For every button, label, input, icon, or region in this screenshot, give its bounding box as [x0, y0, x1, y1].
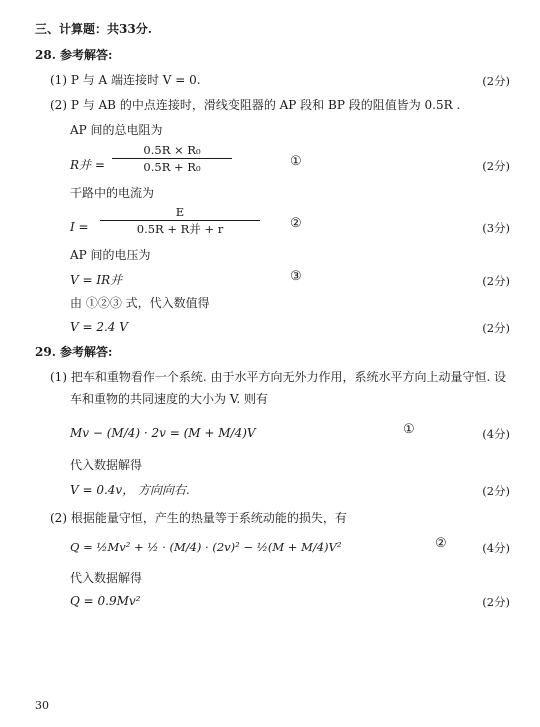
q28-eq3-mark: ③: [290, 269, 302, 284]
q28-current-label: 干路中的电流为: [70, 186, 155, 200]
q28-eq1-mark: ①: [290, 154, 302, 169]
q28-eq1-numerator: 0.5R × R₀: [143, 143, 201, 157]
q28-eq2-points: (3分): [482, 221, 510, 235]
q28-eq2-mark: ②: [290, 216, 302, 231]
page-number: 30: [35, 699, 49, 712]
q28-eq1-fraction: [112, 143, 232, 174]
q29-part1-line1: (1) 把车和重物看作一个系统. 由于水平方向无外力作用，系统水平方向上动量守恒. 设: [50, 370, 507, 384]
q29-eq3-mark: ②: [435, 536, 447, 551]
q28-eq2-denominator: 0.5R + R并 + r: [136, 222, 224, 236]
q28-voltage-label: AP 间的电压为: [70, 248, 151, 262]
q28-eq3-points: (2分): [482, 274, 510, 288]
fraction-bar: [100, 220, 260, 221]
q29-eq4: Q = 0.9Mv²: [70, 594, 141, 608]
q29-part1-line2: 车和重物的共同速度的大小为 V. 则有: [70, 392, 269, 406]
q29-eq3: Q = ½Mv² + ½ · (M/4) · (2v)² − ½(M + M/4)V²: [70, 540, 342, 554]
q28-eq1-points: (2分): [482, 159, 510, 173]
q28-eq1-lhs: R并 =: [70, 158, 105, 172]
q28-header: 28. 参考解答:: [35, 48, 113, 62]
q28-eq2-lhs: I =: [70, 220, 89, 234]
q28-part2: (2) P 与 AB 的中点连接时，滑线变阻器的 AP 段和 BP 段的阻值皆为 0.5R .: [50, 98, 461, 112]
q28-eq3: V = IR并: [70, 273, 123, 287]
q29-eq4-points: (2分): [482, 595, 510, 609]
q28-eq4-points: (2分): [482, 321, 510, 335]
q29-eq1: Mv − (M/4) · 2v = (M + M/4)V: [70, 426, 256, 440]
q28-substitution-label: 由 ①②③ 式，代入数值得: [70, 296, 210, 310]
q29-eq1-mark: ①: [403, 422, 415, 437]
q28-part1-points: (2分): [482, 74, 510, 88]
q28-eq1-denominator: 0.5R + R₀: [143, 160, 201, 174]
q29-substitution-label-2: 代入数据解得: [70, 571, 143, 585]
q29-eq2: V = 0.4v， 方向向右.: [70, 483, 190, 497]
q28-resistance-label: AP 间的总电阻为: [70, 123, 163, 137]
q28-eq2-numerator: E: [175, 205, 185, 219]
fraction-bar: [112, 158, 232, 159]
q29-eq2-points: (2分): [482, 484, 510, 498]
q29-eq3-points: (4分): [482, 541, 510, 555]
q29-eq1-points: (4分): [482, 427, 510, 441]
q29-part2: (2) 根据能量守恒，产生的热量等于系统动能的损失，有: [50, 511, 347, 525]
section-title: 三、计算题：共33分.: [35, 22, 152, 36]
q28-part1: (1) P 与 A 端连接时 V = 0.: [50, 73, 201, 87]
q28-eq4: V = 2.4 V: [70, 320, 128, 334]
q29-substitution-label-1: 代入数据解得: [70, 458, 143, 472]
q29-header: 29. 参考解答:: [35, 345, 113, 359]
q28-eq2-fraction: [100, 205, 260, 236]
